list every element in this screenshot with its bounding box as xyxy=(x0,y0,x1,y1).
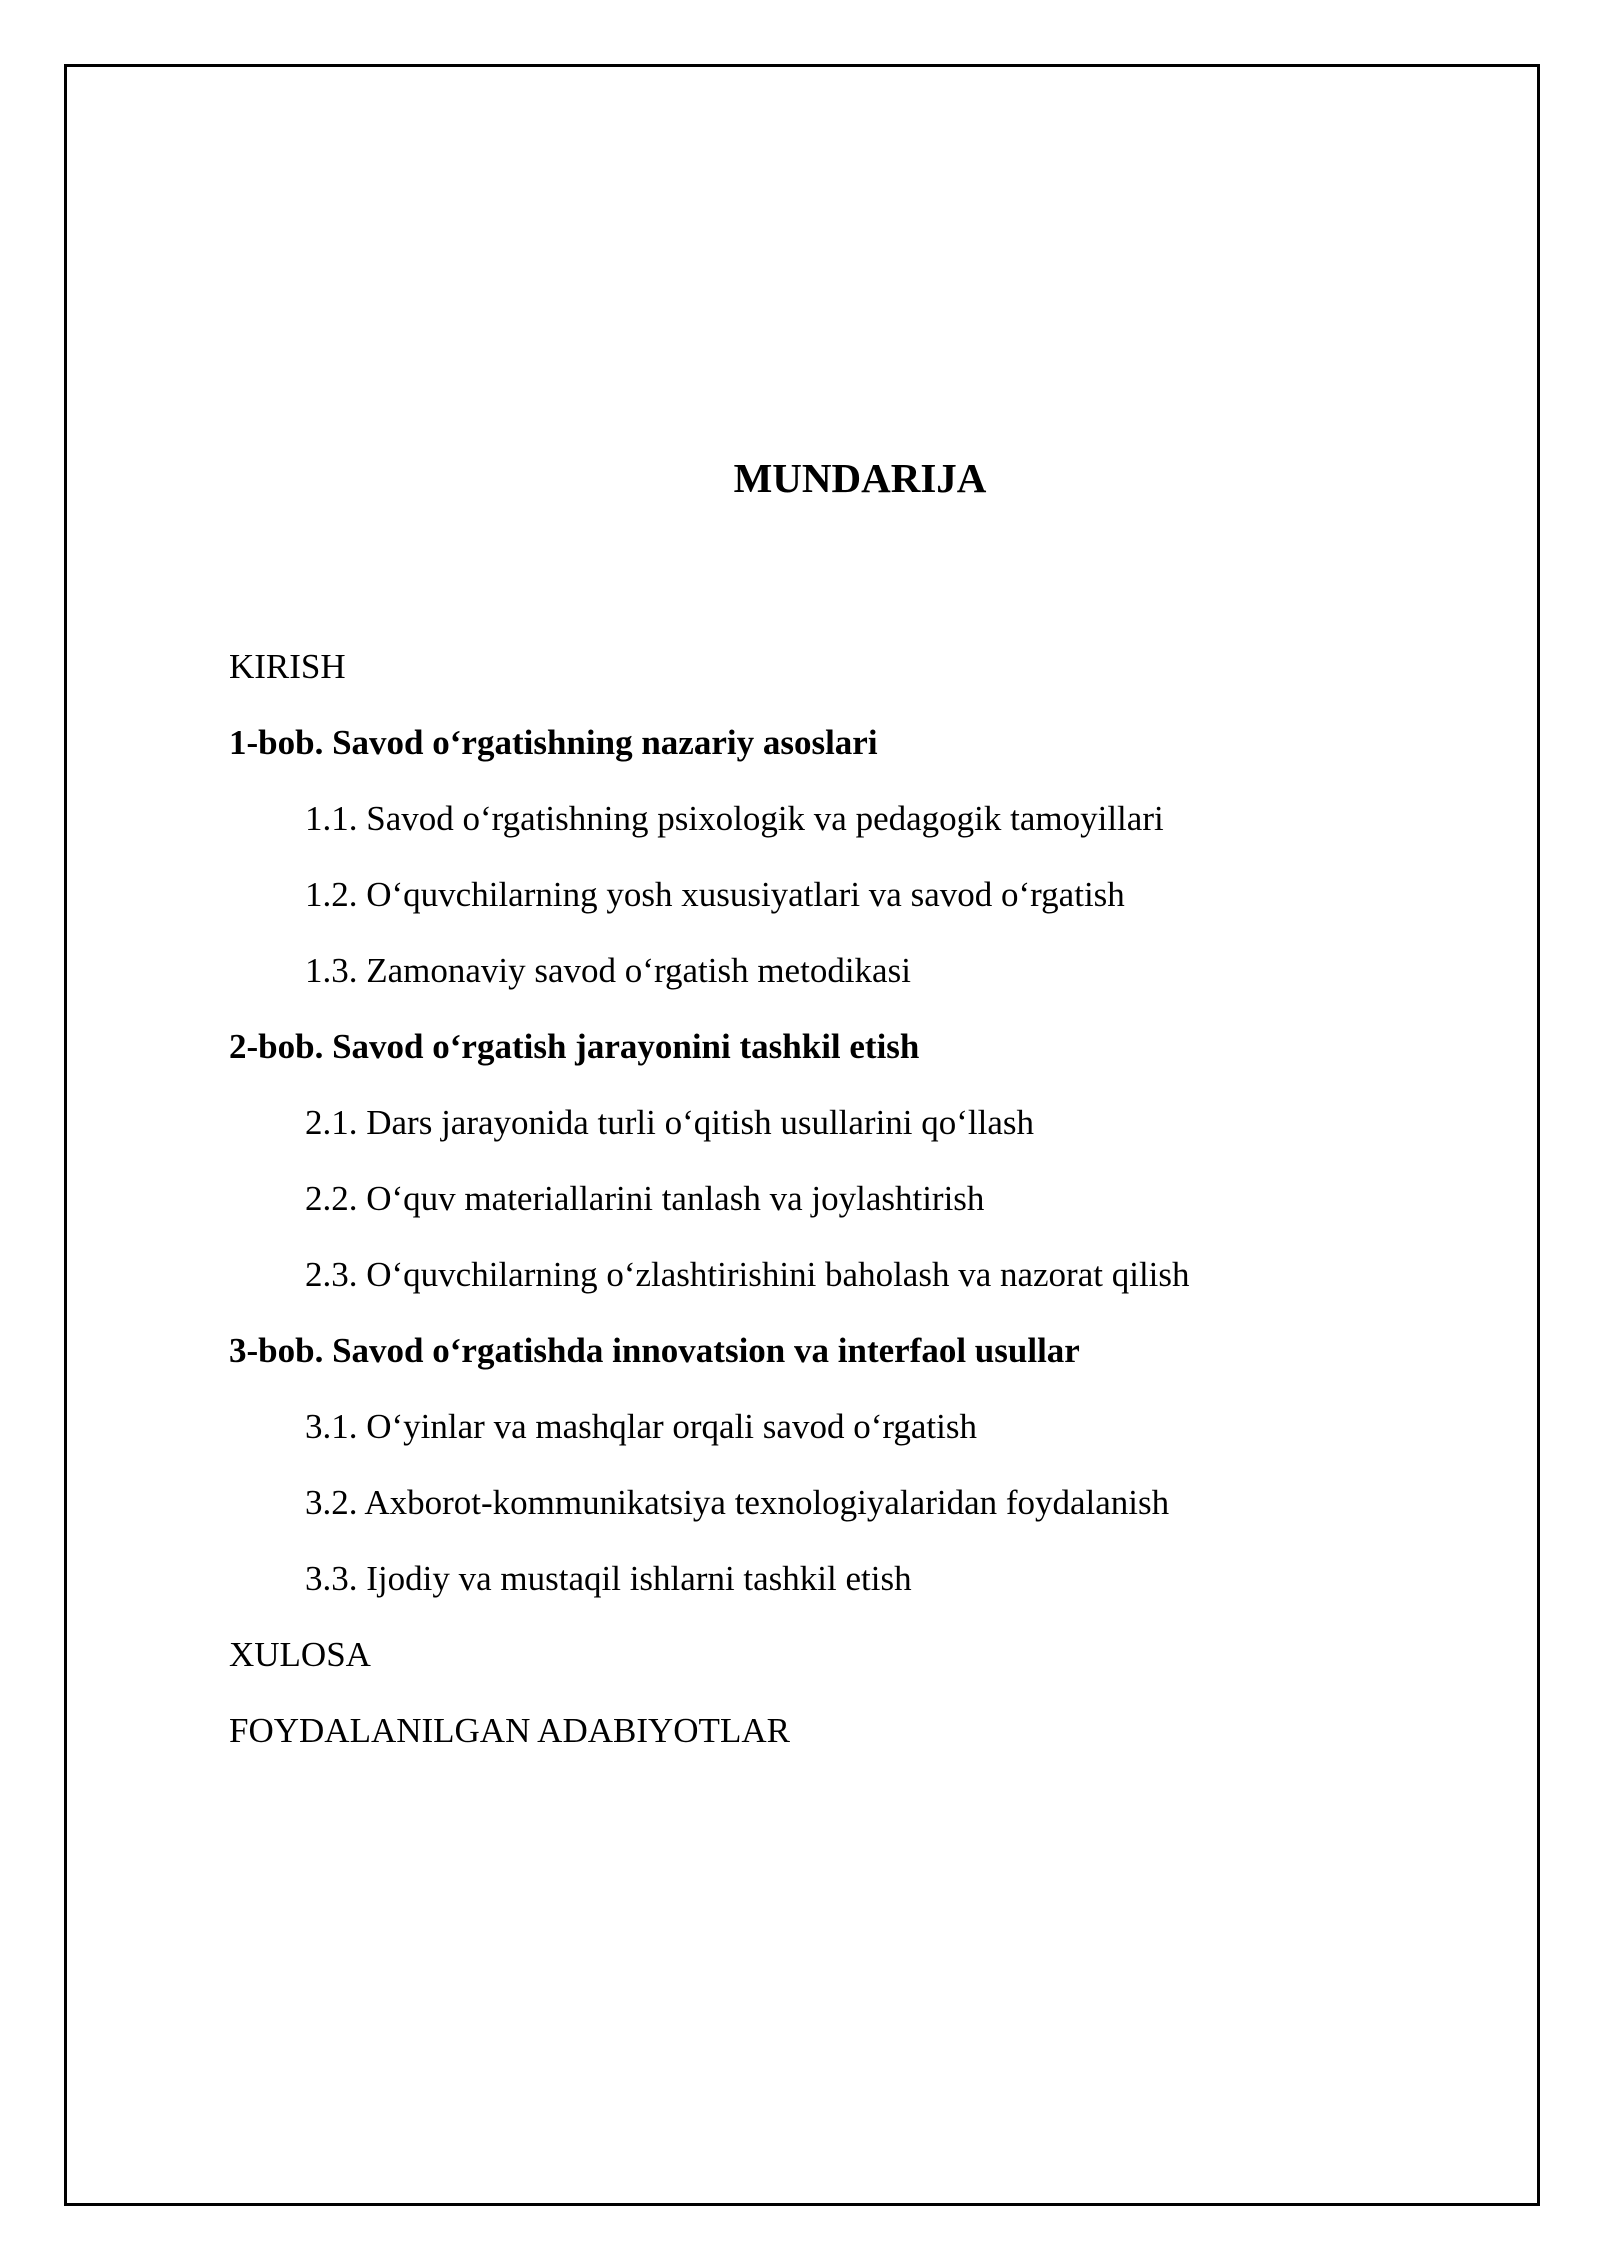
toc-section-2-3: 2.3. O‘quvchilarning o‘zlashtirishini baholash va nazorat qilish xyxy=(305,1255,1190,1294)
toc-section-1-1: 1.1. Savod o‘rgatishning psixologik va pedagogik tamoyillari xyxy=(305,799,1164,838)
toc-section-1-2: 1.2. O‘quvchilarning yosh xususiyatlari va savod o‘rgatish xyxy=(305,875,1125,914)
toc-section-3-1: 3.1. O‘yinlar va mashqlar orqali savod o‘rgatish xyxy=(305,1407,977,1446)
page-title: MUNDARIJA xyxy=(733,455,987,501)
toc-section-1-3: 1.3. Zamonaviy savod o‘rgatish metodikasi xyxy=(305,951,911,990)
toc-chapter-2: 2-bob. Savod o‘rgatish jarayonini tashkil etish xyxy=(229,1027,920,1066)
toc-section-3-3: 3.3. Ijodiy va mustaqil ishlarni tashkil etish xyxy=(305,1559,912,1598)
toc-section-2-2: 2.2. O‘quv materiallarini tanlash va joylashtirish xyxy=(305,1179,985,1218)
toc-entry-references: FOYDALANILGAN ADABIYOTLAR xyxy=(229,1711,790,1750)
toc-entry-conclusion: XULOSA xyxy=(229,1635,371,1674)
toc-chapter-1: 1-bob. Savod o‘rgatishning nazariy asoslari xyxy=(229,723,878,762)
toc-section-2-1: 2.1. Dars jarayonida turli o‘qitish usullarini qo‘llash xyxy=(305,1103,1035,1142)
toc-section-3-2: 3.2. Axborot-kommunikatsiya texnologiyalaridan foydalanish xyxy=(305,1483,1170,1522)
table-of-contents xyxy=(229,645,1190,1785)
toc-chapter-3: 3-bob. Savod o‘rgatishda innovatsion va interfaol usullar xyxy=(229,1331,1080,1370)
toc-entry-intro: KIRISH xyxy=(229,647,346,686)
